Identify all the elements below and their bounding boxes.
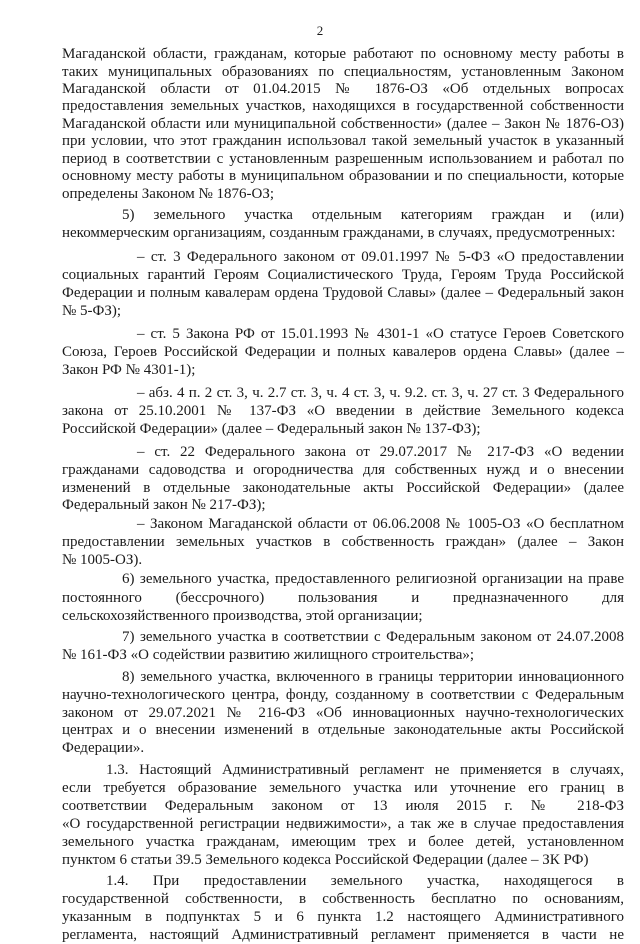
text-line: – ст. 3 Федерального законом от 09.01.1997 № 5-ФЗ «О предоставлении — [137, 249, 624, 265]
text-line: период в соответствии с установленным разрешенным использованием и работал по — [62, 151, 624, 167]
text-line: центрах и о внесении изменений в отдельные законодательные акты Российской — [62, 722, 624, 738]
text-line: законом от 29.07.2021 № 216-ФЗ «Об инновационных научно-технологических — [62, 705, 624, 721]
text-line: – Законом Магаданской области от 06.06.2008 № 1005-ОЗ «О бесплатном — [137, 516, 624, 532]
text-line: 8) земельного участка, включенного в границы территории инновационного — [122, 669, 624, 685]
text-line: предоставлении земельных участков в собственность граждан» (далее – Закон — [62, 534, 624, 550]
text-line: 1.4. При предоставлении земельного участка, находящегося в — [106, 873, 624, 889]
text-line: государственной собственности, в собственность бесплатно по основаниям, — [62, 891, 624, 907]
text-line: – абз. 4 п. 2 ст. 3, ч. 2.7 ст. 3, ч. 4 ст. 3, ч. 9.2. ст. 3, ч. 27 ст. 3 Федерального — [137, 385, 624, 401]
text-line: определены Законом № 1876-ОЗ; — [62, 186, 275, 202]
text-line: Федерации». — [62, 740, 145, 756]
text-line: если требуется образование земельного участка или уточнение его границ в — [62, 780, 624, 796]
text-line: 1.3. Настоящий Административный регламент не применяется в случаях, — [106, 762, 624, 778]
text-line: Закон РФ № 4301-1); — [62, 362, 196, 378]
text-line: – ст. 22 Федерального закона от 29.07.2017 № 217-ФЗ «О ведении — [137, 444, 624, 460]
text-line: изменений в отдельные законодательные акты Российской Федерации» (далее — [62, 480, 624, 496]
text-line: таких муниципальных образованиях по специальностям, установленным Законом — [62, 64, 624, 80]
text-line: социальных гарантий Героям Социалистического Труда, Героям Труда Российской — [62, 267, 624, 283]
text-line: предоставления земельных участков, находящихся в государственной собственности — [62, 98, 624, 114]
text-line: сельскохозяйственного производства, этой организации; — [62, 608, 423, 624]
text-line: при условии, что этот гражданин использовал такой земельный участок в указанный — [62, 133, 624, 149]
text-line: соответствии Федеральным законом от 13 июля 2015 г. № 218-ФЗ — [62, 798, 624, 814]
text-line: закона от 25.10.2001 № 137-ФЗ «О введении в действие Земельного кодекса — [62, 403, 624, 419]
text-line: пунктом 6 статьи 39.5 Земельного кодекса Российской Федерации (далее – ЗК РФ) — [62, 852, 589, 868]
text-line: Магаданской области, гражданам, которые работают по основному месту работы в — [62, 46, 624, 62]
text-line: основному месту работы в муниципальном образовании и по специальности, которые — [62, 168, 624, 184]
text-line: № 161-ФЗ «О содействии развитию жилищного строительства»; — [62, 647, 475, 663]
text-line: гражданами садоводства и огородничества для собственных нужд и о внесении — [62, 462, 624, 478]
text-line: Магаданской области или муниципальной собственности» (далее – Закон № 1876-ОЗ) — [62, 116, 624, 132]
text-line: постоянного (бессрочного) пользования и предназначенного для — [62, 590, 624, 606]
page-number: 2 — [316, 23, 324, 38]
text-line: 5) земельного участка отдельным категориям граждан и (или) — [122, 207, 624, 223]
text-line: указанным в подпунктах 5 и 6 пункта 1.2 настоящего Административного — [62, 909, 624, 925]
text-line: научно-технологического центра, фонду, созданному в соответствии с Федеральным — [62, 687, 624, 703]
text-line: Союза, Героев Российской Федерации и полных кавалеров ордена Славы» (далее – — [62, 344, 624, 360]
text-line: 6) земельного участка, предоставленного религиозной организации на праве — [122, 571, 624, 587]
text-line: Федеральный закон № 217-ФЗ); — [62, 497, 266, 513]
text-line: 7) земельного участка в соответствии с Федеральным законом от 24.07.2008 — [122, 629, 624, 645]
text-line: регламента, настоящий Административный регламент применяется в части не — [62, 927, 624, 943]
text-line: некоммерческим организациям, созданным гражданами, в случаях, предусмотренных: — [62, 225, 616, 241]
text-line: № 5-ФЗ); — [62, 303, 122, 319]
text-line: – ст. 5 Закона РФ от 15.01.1993 № 4301-1 «О статусе Героев Советского — [137, 326, 624, 342]
text-line: № 1005-ОЗ). — [62, 552, 143, 568]
text-line: земельного участка гражданам, имеющим трех и более детей, установленном — [62, 834, 624, 850]
text-line: Федерации и полным кавалерам ордена Трудовой Славы» (далее – Федеральный закон — [62, 285, 624, 301]
text-line: Российской Федерации» (далее – Федеральный закон № 137-ФЗ); — [62, 421, 481, 437]
text-line: Магаданской области от 01.04.2015 № 1876-ОЗ «Об отдельных вопросах — [62, 81, 624, 97]
text-line: «О государственной регистрации недвижимости», а так же в случае предоставления — [62, 816, 624, 832]
